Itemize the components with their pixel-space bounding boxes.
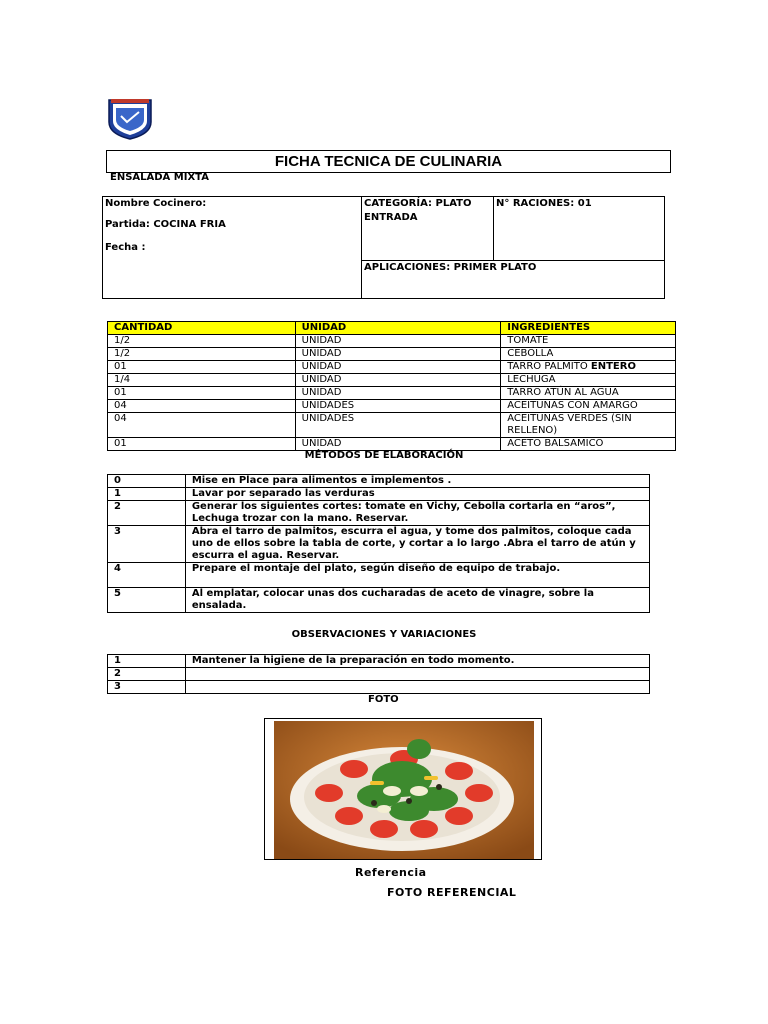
ingredient-cell: CEBOLLA	[501, 348, 676, 361]
table-row	[108, 361, 676, 374]
ingredient-cell: TOMATE	[501, 335, 676, 348]
document-title: FICHA TECNICA DE CULINARIA	[106, 150, 671, 173]
table-row	[108, 501, 650, 526]
table-row	[108, 438, 676, 451]
step-text: Generar los siguientes cortes: tomate en Vichy, Cebolla cortarla en “aros”, Lechuga trozar con la mano. Reservar.	[185, 501, 649, 526]
category-cell	[362, 197, 494, 261]
header-cantidad: CANTIDAD	[108, 322, 296, 335]
table-header-row	[108, 322, 676, 335]
ingredient-text: TARRO PALMITO	[507, 361, 591, 372]
observation-number: 1	[108, 655, 186, 668]
photo-caption-referencial: FOTO REFERENCIAL	[387, 886, 517, 899]
applications-label: APLICACIONES: PRIMER PLATO	[364, 262, 537, 273]
quantity-cell: 01	[108, 438, 296, 451]
ingredient-cell: LECHUGA	[501, 374, 676, 387]
unit-cell: UNIDAD	[295, 361, 501, 374]
step-text: Al emplatar, colocar unas dos cucharadas de aceto de vinagre, sobre la ensalada.	[185, 588, 649, 613]
observations-table	[107, 654, 650, 694]
methods-table	[107, 474, 650, 613]
table-row	[108, 588, 650, 613]
table-row	[108, 335, 676, 348]
quantity-cell: 1/2	[108, 348, 296, 361]
step-number: 0	[108, 475, 186, 488]
ingredient-emphasis: ENTERO	[590, 361, 636, 372]
header-unidad: UNIDAD	[295, 322, 501, 335]
applications-cell	[362, 261, 664, 298]
observation-number: 2	[108, 668, 186, 681]
unit-cell: UNIDAD	[295, 348, 501, 361]
portions-label: N° RACIONES: 01	[496, 198, 592, 209]
observation-text: Mantener la higiene de la preparación en todo momento.	[185, 655, 649, 668]
step-number: 2	[108, 501, 186, 526]
table-row	[108, 681, 650, 694]
table-row	[108, 668, 650, 681]
table-row	[108, 400, 676, 413]
table-row	[108, 387, 676, 400]
unit-cell: UNIDAD	[295, 387, 501, 400]
category-value: ENTRADA	[364, 212, 418, 223]
table-row	[108, 475, 650, 488]
header-ingredientes: INGREDIENTES	[501, 322, 676, 335]
table-row	[108, 374, 676, 387]
table-row	[108, 655, 650, 668]
methods-title: MÉTODOS DE ELABORACIÓN	[304, 450, 464, 461]
ingredient-cell: ACEITUNAS CON AMARGO	[501, 400, 676, 413]
quantity-cell: 1/2	[108, 335, 296, 348]
ingredient-cell: ACEITUNAS VERDES (SIN RELLENO)	[501, 413, 676, 438]
ingredient-cell: TARRO ATÚN AL AGUA	[501, 387, 676, 400]
unit-cell: UNIDAD	[295, 374, 501, 387]
quantity-cell: 1/4	[108, 374, 296, 387]
unit-cell: UNIDADES	[295, 400, 501, 413]
quantity-cell: 01	[108, 387, 296, 400]
salad-photo	[274, 721, 534, 859]
photo-caption-reference: Referencia	[355, 866, 427, 879]
observations-title: OBSERVACIONES Y VARIACIONES	[291, 629, 477, 640]
cook-cell	[103, 197, 362, 298]
step-number: 3	[108, 526, 186, 563]
step-text: Lavar por separado las verduras	[185, 488, 649, 501]
ingredient-cell	[501, 361, 676, 374]
observation-text	[185, 668, 649, 681]
table-row	[108, 526, 650, 563]
unit-cell: UNIDAD	[295, 438, 501, 451]
dish-name: ENSALADA MIXTA	[110, 172, 209, 183]
partida-label: Partida: COCINA FRIA	[105, 219, 226, 230]
step-text: Prepare el montaje del plato, según diseño de equipo de trabajo.	[185, 563, 649, 588]
unit-cell: UNIDAD	[295, 335, 501, 348]
step-text: Mise en Place para alimentos e implementos .	[185, 475, 649, 488]
table-row	[108, 413, 676, 438]
photo-title: FOTO	[368, 694, 399, 705]
category-label: CATEGORÍA: PLATO	[364, 198, 472, 209]
observation-number: 3	[108, 681, 186, 694]
cook-label: Nombre Cocinero:	[105, 198, 207, 209]
observation-text	[185, 681, 649, 694]
step-number: 5	[108, 588, 186, 613]
fecha-label: Fecha :	[105, 242, 146, 253]
step-number: 1	[108, 488, 186, 501]
quantity-cell: 04	[108, 400, 296, 413]
unit-cell: UNIDADES	[295, 413, 501, 438]
photo-frame	[264, 718, 542, 860]
table-row	[108, 563, 650, 588]
portions-cell	[494, 197, 664, 261]
step-number: 4	[108, 563, 186, 588]
school-shield-logo	[105, 96, 155, 140]
ingredient-cell: ACETO BALSAMICO	[501, 438, 676, 451]
step-text: Abra el tarro de palmitos, escurra el agua, y tome dos palmitos, coloque cada uno de ellos sobre la tabla de corte, y cortar a lo largo .Abra el tarro de atún y escurra el agua. Reservar.	[185, 526, 649, 563]
ingredients-table	[107, 321, 676, 451]
quantity-cell: 01	[108, 361, 296, 374]
quantity-cell: 04	[108, 413, 296, 438]
table-row	[108, 348, 676, 361]
info-box	[102, 196, 665, 299]
table-row	[108, 488, 650, 501]
